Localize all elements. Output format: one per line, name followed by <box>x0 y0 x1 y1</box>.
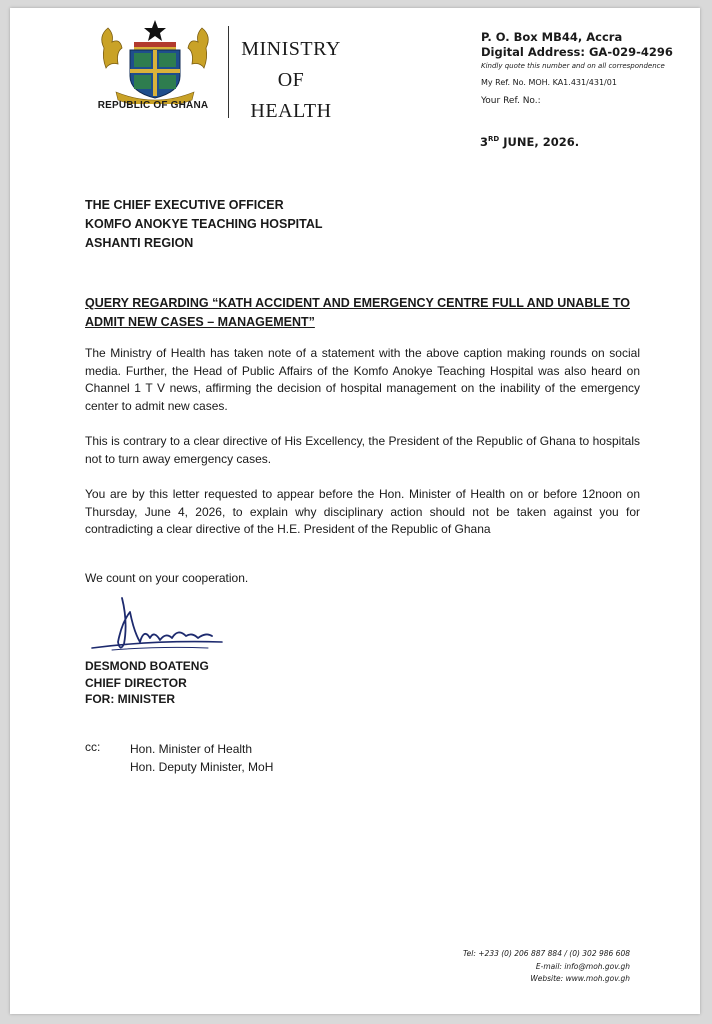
date-rest: JUNE, 2026. <box>499 135 580 149</box>
ministry-line-1: MINISTRY <box>241 38 341 60</box>
republic-of-ghana-label: REPUBLIC OF GHANA <box>97 100 209 111</box>
signatory-block <box>85 658 209 708</box>
your-reference: Your Ref. No.: <box>481 96 541 106</box>
signatory-for: FOR: MINISTER <box>85 692 175 706</box>
body-paragraph-3: You are by this letter requested to appear before the Hon. Minister of Health on or before 12noon on Thursday, June 4, 2026, to explain why disciplinary action should not be taken against you for contradicting a clear directive of the H.E. President of the Republic of Ghana <box>85 487 640 536</box>
date-day: 3 <box>480 135 489 149</box>
letter-date <box>480 135 579 149</box>
cc-label: cc: <box>85 740 101 754</box>
ministry-of-health-title <box>236 34 346 127</box>
letter-page <box>10 8 700 1014</box>
recipient-line-3: ASHANTI REGION <box>85 236 194 250</box>
my-reference: My Ref. No. MOH. KA1.431/431/01 <box>481 78 617 87</box>
body-paragraph-2: This is contrary to a clear directive of His Excellency, the President of the Republic of Ghana to hospitals not to turn away emergency cases. <box>85 434 640 466</box>
footer-email: E-mail: info@moh.gov.gh <box>535 961 630 971</box>
digital-address: Digital Address: GA-029-4296 <box>481 45 673 59</box>
body-paragraph-1: The Ministry of Health has taken note of a statement with the above caption making rounds on social media. Further, the Head of Public Affairs of the Komfo Anokye Teaching Hospital was also heard on Channel 1 T V news, affirming the decision of hospital management on the inability of the emergency center to admit new cases. <box>85 346 640 413</box>
recipient-address <box>85 196 323 253</box>
ministry-line-2: OF <box>277 69 305 91</box>
footer-website: Website: www.moh.gov.gh <box>530 974 630 983</box>
letterhead-divider <box>228 26 229 118</box>
cc-item: Hon. Minister of Health <box>130 742 253 756</box>
closing-line: We count on your cooperation. <box>85 571 249 585</box>
recipient-line-1: THE CHIEF EXECUTIVE OFFICER <box>85 198 284 212</box>
signatory-title: CHIEF DIRECTOR <box>85 675 187 690</box>
ghana-coat-of-arms-icon <box>96 18 214 104</box>
signatory-name: DESMOND BOATENG <box>85 659 209 673</box>
letter-subject: QUERY REGARDING “KATH ACCIDENT AND EMERGENCY CENTRE FULL AND UNABLE TO ADMIT NEW CASES – MANAGEMENT” <box>85 296 630 329</box>
footer-tel: Tel: +233 (0) 206 887 884 / (0) 302 986 608 <box>463 949 630 958</box>
handwritten-signature <box>82 592 232 660</box>
ministry-line-3: HEALTH <box>250 100 332 122</box>
po-box: P. O. Box MB44, Accra <box>481 30 623 44</box>
contact-footer <box>463 948 630 986</box>
cc-list <box>130 740 273 776</box>
reference-note: Kindly quote this number and on all correspondence <box>481 62 665 70</box>
recipient-line-2: KOMFO ANOKYE TEACHING HOSPITAL <box>85 217 323 231</box>
date-suffix: RD <box>488 135 500 144</box>
cc-item: Hon. Deputy Minister, MoH <box>130 760 274 774</box>
